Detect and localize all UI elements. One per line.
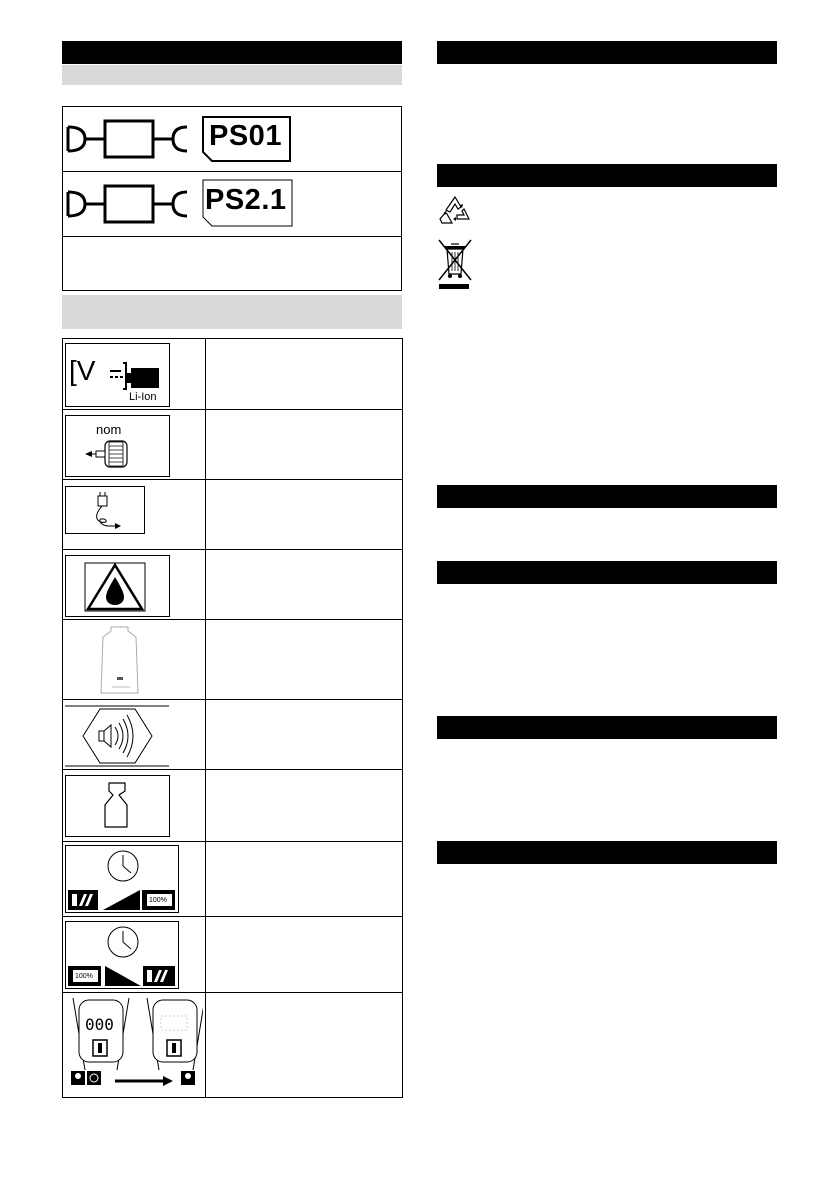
- tank-container-icon: [98, 625, 148, 697]
- right-section-bar-5: [437, 716, 777, 739]
- left-subheader-bar: [62, 65, 402, 85]
- weight-icon: [65, 775, 170, 837]
- right-section-bar-2: [437, 164, 777, 187]
- run-time-icon: [65, 921, 179, 989]
- charging-time-icon: [65, 845, 179, 913]
- liion-text: Li-Ion: [129, 391, 157, 403]
- crossed-bin-icon: [437, 238, 473, 290]
- svg-text:000: 000: [85, 1015, 114, 1034]
- motor-nominal-icon: [65, 415, 170, 477]
- display-standby-icon: [65, 996, 203, 1092]
- battery-percent-text: 100%: [75, 973, 93, 980]
- battery-percent-text: 100%: [149, 897, 167, 904]
- nom-text: nom: [96, 422, 122, 437]
- sound-level-icon: [65, 705, 170, 767]
- ps-label-tag: [202, 179, 294, 227]
- voltage-symbol-text: [V: [69, 355, 96, 386]
- symbols-header-bar: [62, 295, 402, 329]
- recycling-icon: [437, 192, 473, 228]
- connector-diagram-icon: [65, 182, 195, 226]
- battery-voltage-liion-icon: [65, 343, 170, 407]
- warning-liquid-icon: [65, 555, 170, 617]
- right-section-bar-1: [437, 41, 777, 64]
- ps-label-text: PS2.1: [205, 184, 287, 216]
- symbols-table: [62, 338, 403, 1098]
- left-section-header-bar: [62, 41, 402, 64]
- right-section-bar-4: [437, 561, 777, 584]
- ps-label-tag: [202, 116, 292, 162]
- right-section-bar-6: [437, 841, 777, 864]
- right-section-bar-3: [437, 485, 777, 508]
- ps-label-text: PS01: [209, 120, 282, 152]
- connector-table: [62, 106, 402, 291]
- charger-plug-icon: [65, 486, 145, 534]
- connector-diagram-icon: [65, 117, 195, 161]
